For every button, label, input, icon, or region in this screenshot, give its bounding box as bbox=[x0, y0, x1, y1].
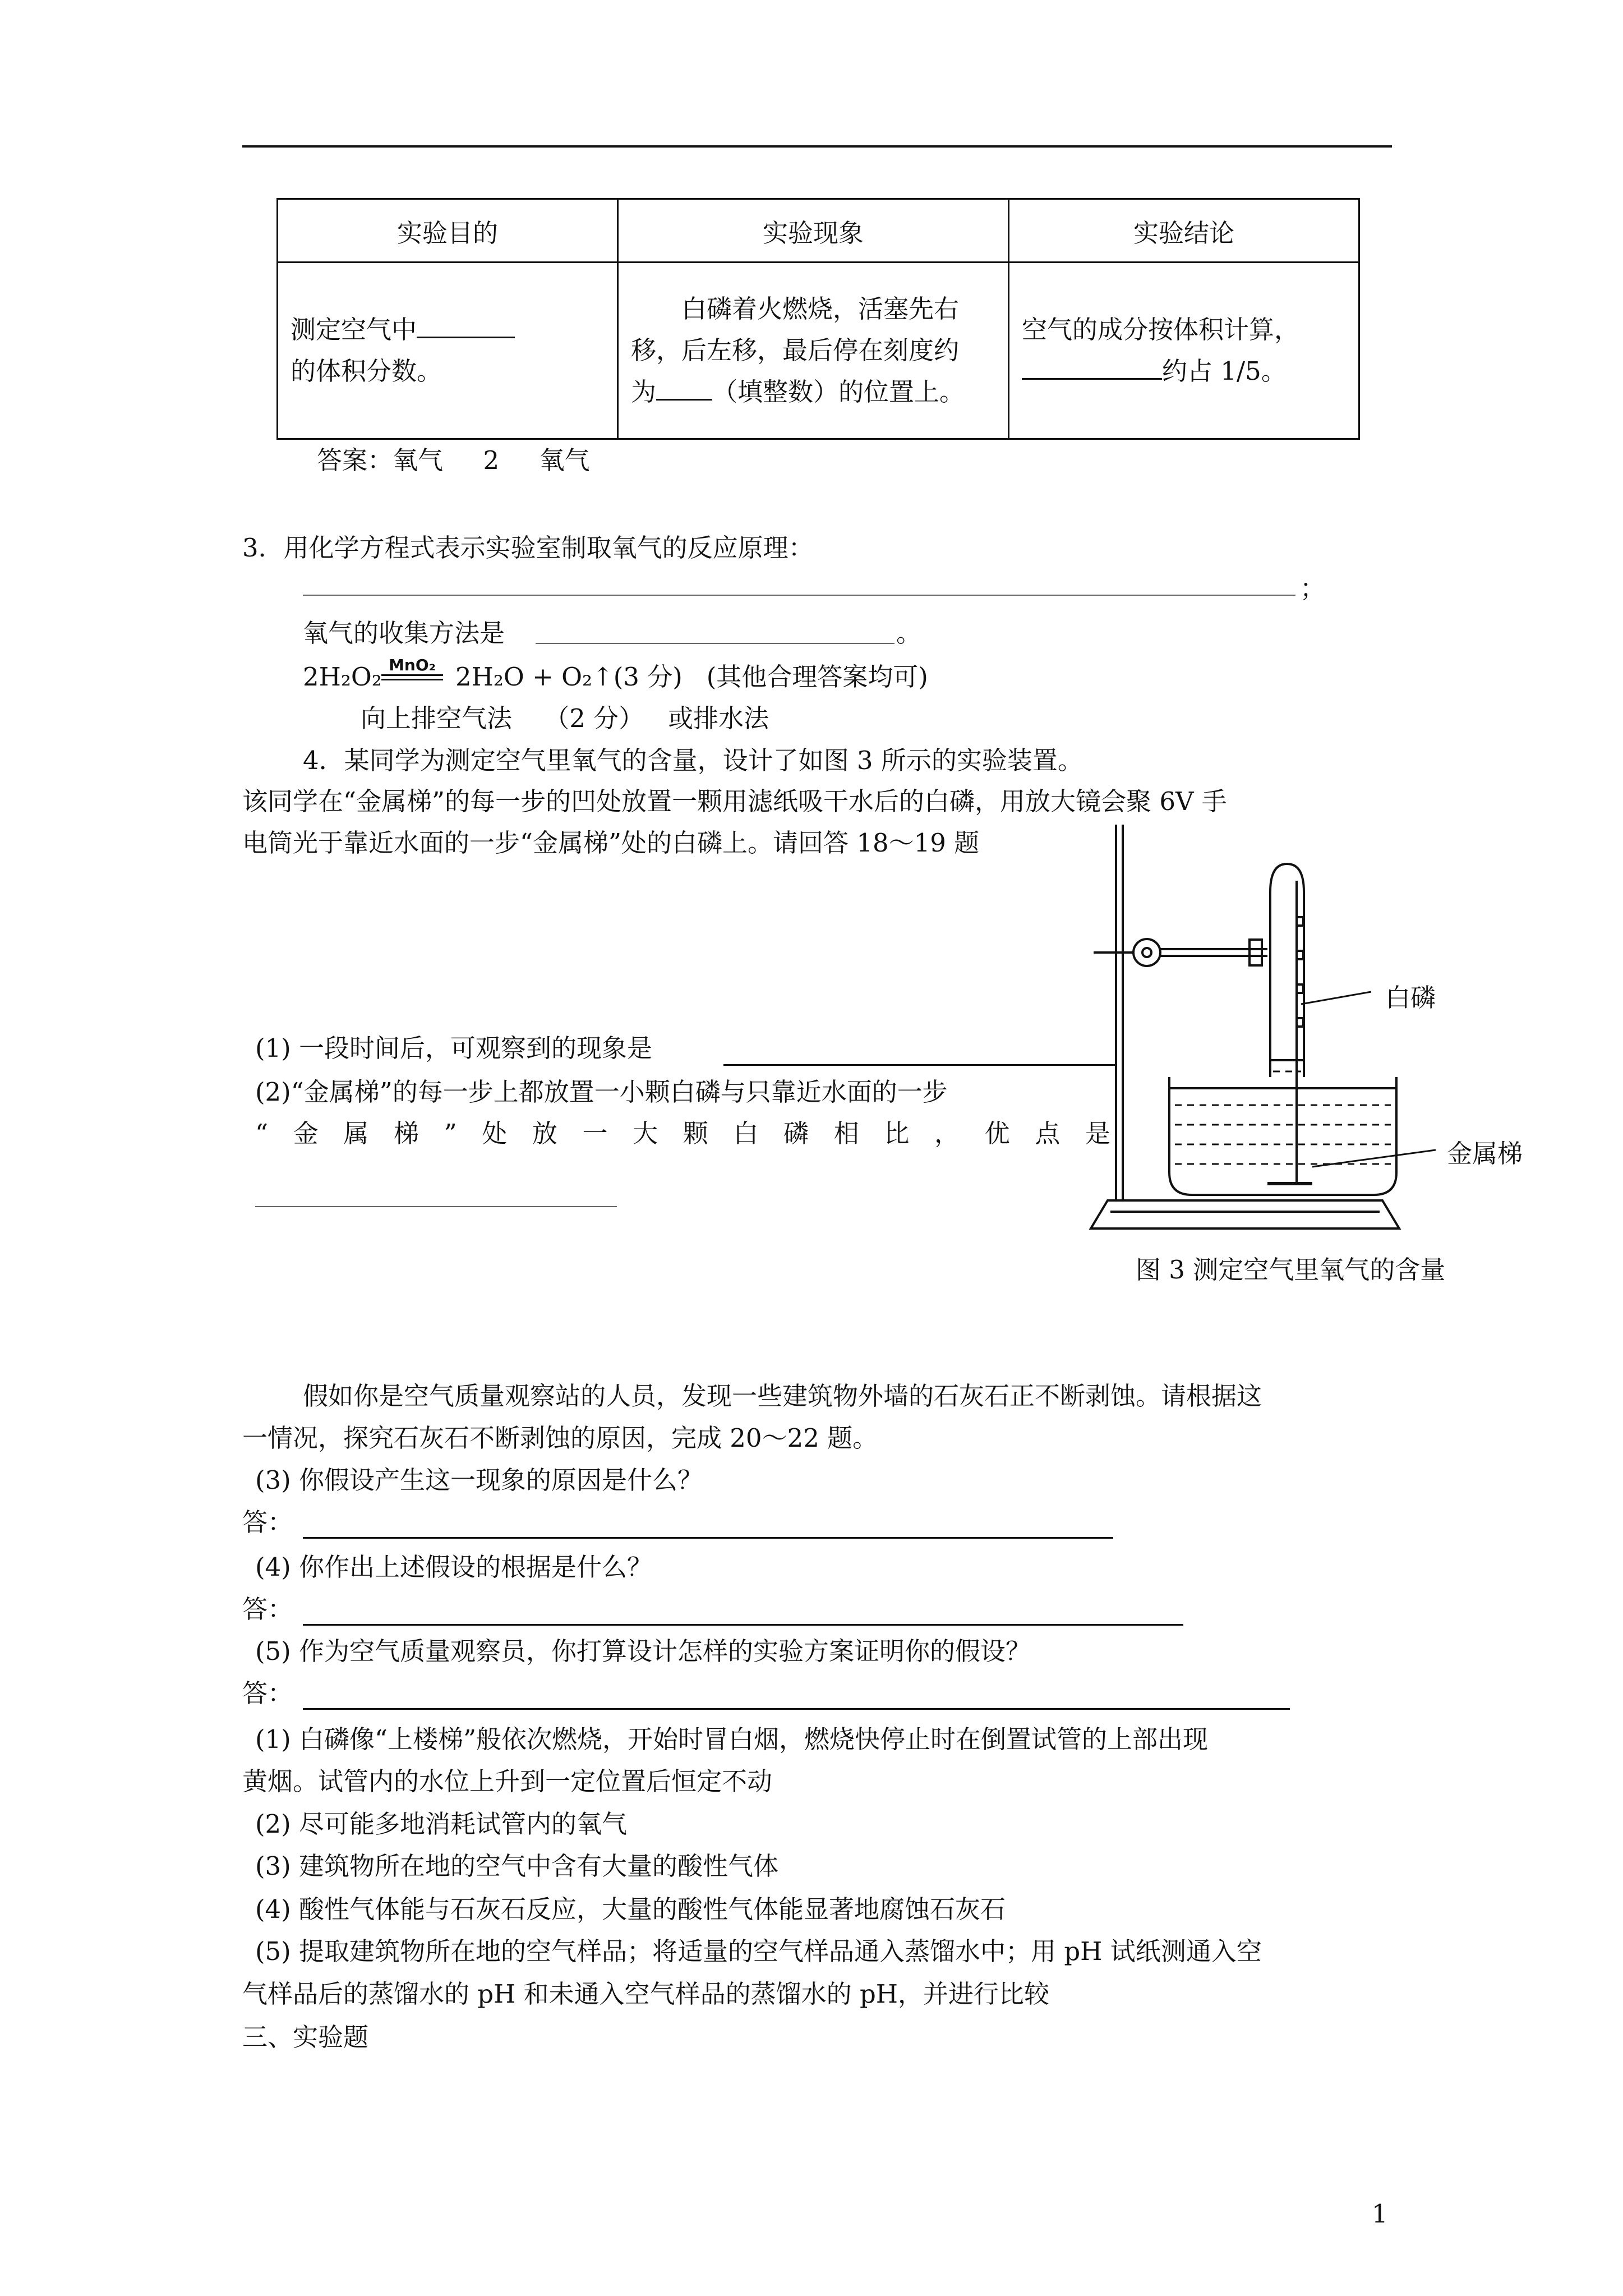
eq-bar-bottom bbox=[381, 679, 443, 680]
section-heading: 三、实验题 bbox=[242, 2022, 369, 2052]
table-answer: 答案：氧气 2 氧气 bbox=[317, 445, 590, 475]
answer-3: (3) 建筑物所在地的空气中含有大量的酸性气体 bbox=[255, 1851, 779, 1881]
q3-question: 3．用化学方程式表示实验室制取氧气的反应原理： bbox=[242, 533, 814, 563]
q4-sub2-blank[interactable] bbox=[255, 1206, 617, 1207]
q4-sub2-line2 bbox=[255, 1117, 1110, 1150]
q4-line3: 电筒光于靠近水面的一步“金属梯”处的白磷上。请回答 18～19 题 bbox=[242, 828, 980, 858]
answer-5-line2: 气样品后的蒸馏水的 pH 和未通入空气样品的蒸馏水的 pH，并进行比较 bbox=[242, 1979, 1050, 2009]
q5-answer-line-5[interactable] bbox=[303, 1708, 1290, 1710]
q3-collection-prefix: 氧气的收集方法是 bbox=[303, 618, 505, 648]
cell-purpose bbox=[278, 263, 618, 439]
figure-caption: 图 3 测定空气里氧气的含量 bbox=[1136, 1255, 1446, 1285]
header-conclusion: 实验结论 bbox=[1009, 199, 1359, 263]
q5-answer-line-4[interactable] bbox=[303, 1624, 1183, 1626]
q5-sub4: (4) 你作出上述假设的根据是什么？ bbox=[255, 1552, 653, 1582]
q3-collection-blank[interactable] bbox=[536, 643, 895, 644]
header-phenomenon: 实验现象 bbox=[618, 199, 1009, 263]
spread-char: 磷 bbox=[783, 1119, 809, 1148]
q5-answer-line-3[interactable] bbox=[303, 1537, 1113, 1539]
phenomenon-line3-suffix: （填整数）的位置上。 bbox=[712, 377, 965, 407]
clamp-jaw bbox=[1249, 940, 1262, 965]
clamp-screw bbox=[1142, 948, 1151, 957]
label-phosphorus: 白磷 bbox=[1385, 983, 1436, 1013]
spread-char: 处 bbox=[482, 1119, 508, 1148]
answer-1-line2: 黄烟。试管内的水位上升到一定位置后恒定不动 bbox=[242, 1766, 773, 1796]
q4-sub1: (1) 一段时间后，可观察到的现象是 bbox=[255, 1033, 653, 1063]
phenomenon-line2: 移，后左移，最后停在刻度约 bbox=[631, 335, 960, 365]
q4-line1: 4．某同学为测定空气里氧气的含量，设计了如图 3 所示的实验装置。 bbox=[303, 746, 1083, 775]
table-body-row bbox=[278, 263, 1359, 439]
spread-char: 一 bbox=[582, 1119, 608, 1148]
test-tube bbox=[1270, 864, 1304, 1077]
page-number: 1 bbox=[1372, 2199, 1388, 2229]
eq-bar-top bbox=[381, 674, 443, 676]
phenomenon-line3-prefix: 为 bbox=[631, 377, 657, 407]
q3-answer2: 向上排空气法 （2 分） 或排水法 bbox=[361, 703, 769, 733]
apparatus-figure bbox=[1077, 813, 1525, 1257]
q5-sub3: (3) 你假设产生这一现象的原因是什么？ bbox=[255, 1465, 703, 1495]
conclusion-line1: 空气的成分按体积计算， bbox=[1022, 315, 1300, 344]
q5-answer-label-3: 答： bbox=[242, 1507, 293, 1537]
q3-eq-left: 2H₂O₂ bbox=[303, 662, 382, 692]
purpose-blank[interactable] bbox=[417, 337, 515, 338]
q4-sub2-line1: (2)“金属梯”的每一步上都放置一小颗白磷与只靠近水面的一步 bbox=[255, 1077, 948, 1107]
answer-2: (2) 尽可能多地消耗试管内的氧气 bbox=[255, 1809, 628, 1839]
spread-char: “ bbox=[255, 1119, 269, 1148]
phenomenon-blank[interactable] bbox=[656, 399, 712, 401]
answer-5-line1: (5) 提取建筑物所在地的空气样品；将适量的空气样品通入蒸馏水中；用 pH 试纸测通入空 bbox=[255, 1936, 1262, 1966]
conclusion-line2: 约占 1/5。 bbox=[1162, 356, 1287, 386]
q3-semicolon: ； bbox=[1300, 573, 1326, 603]
answer-1-line1: (1) 白磷像“上楼梯”般依次燃烧，开始时冒白烟，燃烧快停止时在倒置试管的上部出现 bbox=[255, 1724, 1209, 1754]
spread-char: ” bbox=[444, 1119, 457, 1148]
q4-sub1-blank[interactable] bbox=[723, 1064, 1116, 1066]
spread-char: 是 bbox=[1085, 1119, 1110, 1148]
phosphorus-leader bbox=[1301, 992, 1371, 1004]
phenomenon-line1: 白磷着火燃烧，活塞先右 bbox=[681, 294, 960, 324]
experiment-table bbox=[276, 198, 1360, 440]
spread-char: 梯 bbox=[393, 1119, 419, 1148]
answer-4: (4) 酸性气体能与石灰石反应，大量的酸性气体能显著地腐蚀石灰石 bbox=[255, 1894, 1006, 1924]
header-purpose: 实验目的 bbox=[278, 199, 618, 263]
q3-collection-suffix: 。 bbox=[896, 618, 922, 648]
spread-char: ， bbox=[934, 1119, 960, 1148]
conclusion-blank[interactable] bbox=[1022, 378, 1162, 380]
label-ladder: 金属梯 bbox=[1447, 1139, 1523, 1168]
q4-line2: 该同学在“金属梯”的每一步的凹处放置一颗用滤纸吸干水后的白磷，用放大镜会聚 6V 手 bbox=[242, 786, 1227, 816]
q5-answer-label-4: 答： bbox=[242, 1594, 293, 1624]
spread-char: 优 bbox=[984, 1119, 1010, 1148]
spread-char: 金 bbox=[293, 1119, 319, 1148]
q5-intro-line1: 假如你是空气质量观察站的人员，发现一些建筑物外墙的石灰石正不断剥蚀。请根据这 bbox=[303, 1381, 1262, 1411]
purpose-line2: 的体积分数。 bbox=[291, 356, 442, 386]
spread-char: 相 bbox=[833, 1119, 859, 1148]
spread-char: 颗 bbox=[683, 1119, 708, 1148]
q5-intro-line2: 一情况，探究石灰石不断剥蚀的原因，完成 20～22 题。 bbox=[242, 1423, 878, 1453]
spread-char: 点 bbox=[1035, 1119, 1061, 1148]
clamp-boss bbox=[1133, 939, 1160, 966]
spread-char: 白 bbox=[733, 1119, 759, 1148]
spread-char: 比 bbox=[884, 1119, 910, 1148]
spread-char: 属 bbox=[343, 1119, 369, 1148]
cell-phenomenon bbox=[618, 263, 1009, 439]
cell-conclusion bbox=[1009, 263, 1359, 439]
stand-base bbox=[1091, 1200, 1399, 1228]
q3-eq-right: 2H₂O + O₂↑(3 分) (其他合理答案均可) bbox=[455, 662, 928, 692]
q5-answer-label-5: 答： bbox=[242, 1678, 293, 1708]
q3-catalyst bbox=[381, 657, 443, 680]
q3-answer-line[interactable] bbox=[303, 595, 1295, 596]
q5-sub5: (5) 作为空气质量观察员，你打算设计怎样的实验方案证明你的假设？ bbox=[255, 1636, 1031, 1666]
water-trough bbox=[1169, 1077, 1396, 1195]
spread-char: 放 bbox=[532, 1119, 557, 1148]
catalyst-label: MnO₂ bbox=[389, 656, 436, 674]
purpose-line1: 测定空气中 bbox=[291, 315, 417, 344]
table-header-row bbox=[278, 199, 1359, 263]
header-rule bbox=[242, 145, 1392, 148]
spread-char: 大 bbox=[633, 1119, 658, 1148]
